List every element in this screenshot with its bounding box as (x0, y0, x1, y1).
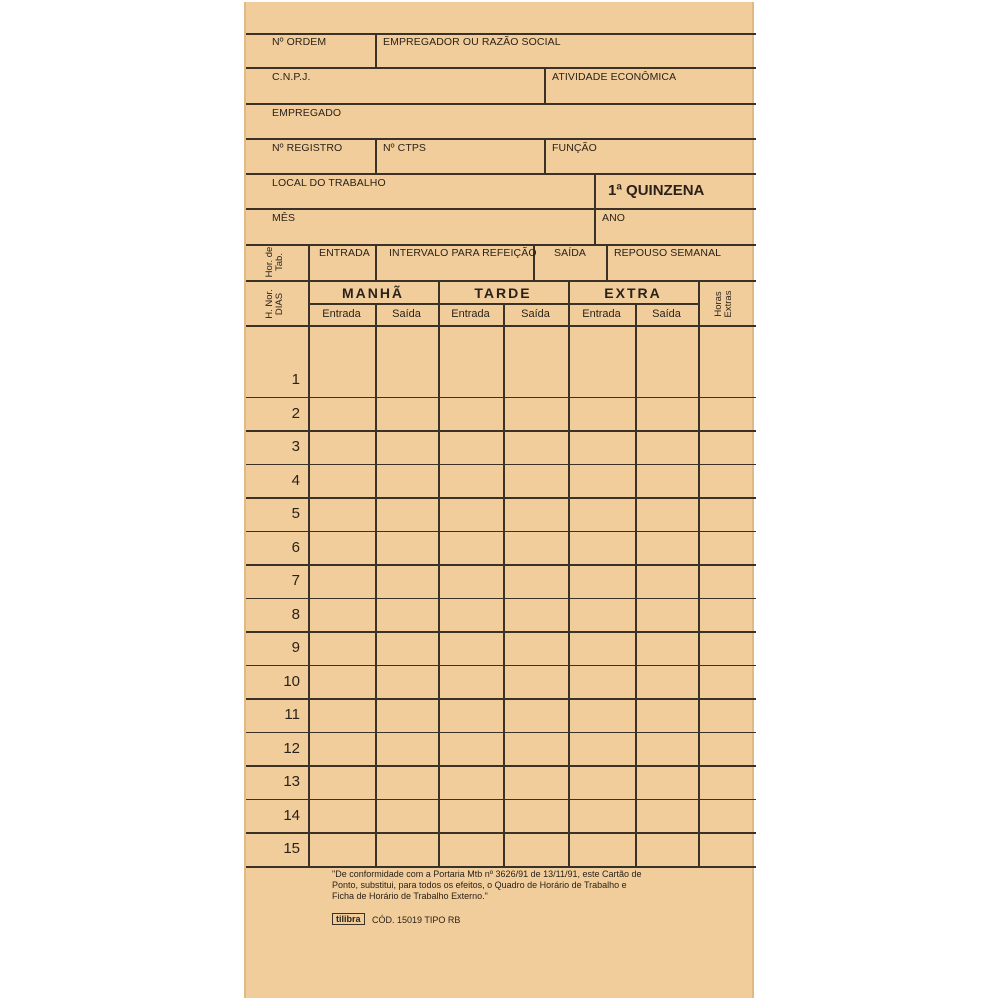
rule (246, 138, 756, 140)
day-number: 8 (291, 605, 300, 623)
cnpj-label: C.N.P.J. (272, 71, 311, 83)
row-rule (246, 732, 756, 734)
day-number: 11 (284, 706, 300, 723)
rule (606, 244, 608, 280)
group-extra: EXTRA (604, 285, 662, 301)
row-rule (246, 866, 756, 868)
row-rule (246, 631, 756, 633)
row-rule (246, 598, 756, 600)
horas-line2: Extras (723, 290, 734, 318)
day-number: 6 (291, 538, 300, 556)
empregador-label: EMPREGADOR OU RAZÃO SOCIAL (383, 36, 561, 48)
dias-line2: DIAS (274, 292, 285, 316)
sub-saida: Saída (652, 308, 681, 320)
funcao-label: FUNÇÃO (552, 142, 597, 154)
saida-label: SAÍDA (554, 247, 587, 259)
horas-extras-label (714, 278, 738, 330)
day-number: 13 (283, 773, 300, 790)
dias-label (265, 278, 289, 330)
rule (375, 303, 377, 866)
group-tarde: TARDE (474, 285, 532, 301)
sub-entrada: Entrada (322, 308, 361, 320)
day-number: 9 (291, 639, 300, 656)
atividade-label: ATIVIDADE ECONÔMICA (552, 71, 677, 83)
row-rule (246, 765, 756, 767)
ordem-label: Nº ORDEM (272, 36, 327, 48)
empregado-label: EMPREGADO (272, 107, 342, 119)
ctps-label: Nº CTPS (383, 142, 427, 154)
rule (594, 173, 596, 244)
rule (246, 244, 756, 246)
registro-label: Nº REGISTRO (272, 142, 343, 154)
rule (246, 33, 756, 35)
legal-line: Ponto, substitui, para todos os efeitos, o Quadro de Horário de Trabalho e (332, 880, 627, 890)
hor-tab-line1: Hor. de (264, 246, 275, 278)
rule (544, 138, 546, 173)
tilibra-logo: tilibra (332, 913, 365, 925)
day-number: 15 (283, 840, 300, 857)
row-rule (246, 497, 756, 499)
day-number: 14 (283, 806, 300, 824)
hor-tab-line2: Tab. (274, 253, 285, 271)
rule (503, 303, 505, 866)
dias-line1: H. Nor. (264, 289, 275, 319)
local-label: LOCAL DO TRABALHO (272, 177, 386, 189)
sub-entrada: Entrada (582, 308, 621, 320)
rule (375, 138, 377, 173)
day-number: 7 (291, 572, 300, 589)
rule (308, 244, 310, 280)
rule (375, 244, 377, 280)
rule (246, 173, 756, 175)
day-number: 2 (291, 404, 300, 422)
rule (544, 67, 546, 103)
legal-line: Ficha de Horário de Trabalho Externo." (332, 891, 488, 901)
row-rule (246, 531, 756, 533)
row-rule (246, 464, 756, 466)
row-rule (246, 698, 756, 700)
intervalo-label: INTERVALO PARA REFEIÇÃO (389, 247, 537, 259)
legal-note (332, 869, 642, 902)
rule (246, 208, 756, 210)
rule (246, 103, 756, 105)
rule (308, 280, 310, 866)
rule (438, 280, 440, 866)
rule (246, 67, 756, 69)
day-number: 3 (291, 438, 300, 455)
row-rule (246, 832, 756, 834)
mes-label: MÊS (272, 212, 296, 224)
rule (635, 303, 637, 866)
day-number: 10 (283, 672, 300, 690)
ano-label: ANO (602, 212, 626, 224)
day-number: 12 (283, 739, 300, 757)
rule (568, 280, 570, 866)
row-rule (246, 397, 756, 399)
repouso-label: REPOUSO SEMANAL (614, 247, 722, 259)
row-rule (246, 430, 756, 432)
rule (698, 280, 700, 866)
row-rule (246, 665, 756, 667)
time-card (244, 2, 754, 998)
entrada-label: ENTRADA (319, 247, 370, 259)
rule (375, 33, 377, 67)
legal-line: "De conformidade com a Portaria Mtb nº 3626/91 de 13/11/91, este Cartão de (332, 869, 642, 879)
rule (246, 280, 756, 282)
sub-saida: Saída (392, 308, 421, 320)
rule (246, 325, 756, 327)
sub-saida: Saída (521, 308, 550, 320)
horas-line1: Horas (713, 291, 724, 317)
sub-entrada: Entrada (451, 308, 490, 320)
row-rule (246, 564, 756, 566)
day-number: 1 (291, 371, 300, 388)
group-manha: MANHÃ (341, 285, 405, 301)
day-number: 5 (291, 505, 300, 522)
product-code: CÓD. 15019 TIPO RB (372, 915, 461, 925)
day-number: 4 (291, 471, 300, 489)
quinzena-title: 1ª QUINZENA (608, 182, 705, 199)
hor-tab-label (265, 245, 289, 279)
row-rule (246, 799, 756, 801)
